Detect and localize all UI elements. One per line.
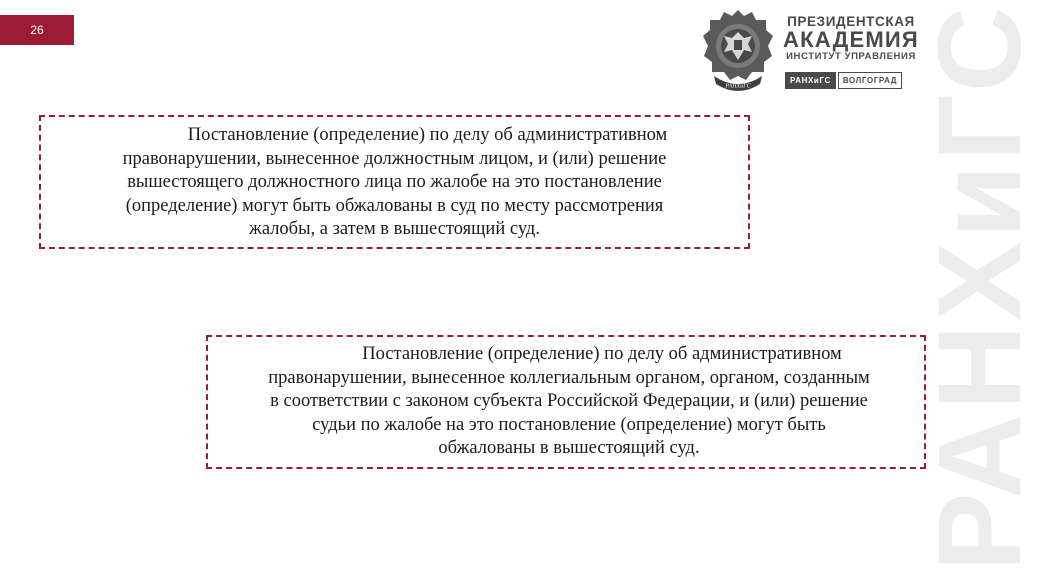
text-line: в соответствии с законом субъекта Российской Федерации, и (или) решение [270, 391, 868, 412]
text-line: Постановление (определение) по делу об административном [187, 125, 668, 145]
emblem-icon [700, 6, 776, 96]
text-line: обжалованы в вышестоящий суд. [438, 438, 700, 459]
text-block-collegial [206, 335, 926, 469]
text-line: Постановление (определение) по делу об административном [362, 344, 842, 364]
emblem-ribbon-text: РАНХиГС [725, 83, 751, 90]
academy-logo [700, 6, 925, 96]
text-line: правонарушении, вынесенное коллегиальным органом, органом, созданным [268, 367, 870, 388]
text-block-paragraph [220, 343, 918, 461]
text-block-official [39, 115, 750, 249]
text-line: (определение) могут быть обжалованы в суд по месту рассмотрения [125, 195, 664, 216]
logo-line-2: АКАДЕМИЯ [783, 27, 919, 52]
text-line: вышестоящего должностного лица по жалобе на это постановление [127, 172, 662, 193]
logo-tags [785, 72, 902, 89]
logo-line-3: ИНСТИТУТ УПРАВЛЕНИЯ [786, 51, 916, 62]
logo-tag-ranepa: РАНХиГС [785, 72, 836, 89]
text-line: правонарушении, вынесенное должностным лицом, и (или) решение [122, 148, 667, 169]
logo-tag-volgograd: ВОЛГОГРАД [838, 72, 902, 89]
logo-title [780, 14, 922, 63]
text-line: жалобы, а затем в вышестоящий суд. [249, 219, 540, 240]
watermark [914, 0, 1046, 574]
slide-number-badge [0, 15, 74, 45]
watermark-text: РАНХиГС [914, 2, 1046, 572]
slide-number: 26 [30, 23, 44, 37]
text-line: судьи по жалобе на это постановление (определение) могут быть [312, 414, 826, 435]
text-block-paragraph [56, 124, 733, 242]
logo-line-1: ПРЕЗИДЕНТСКАЯ [787, 14, 915, 29]
